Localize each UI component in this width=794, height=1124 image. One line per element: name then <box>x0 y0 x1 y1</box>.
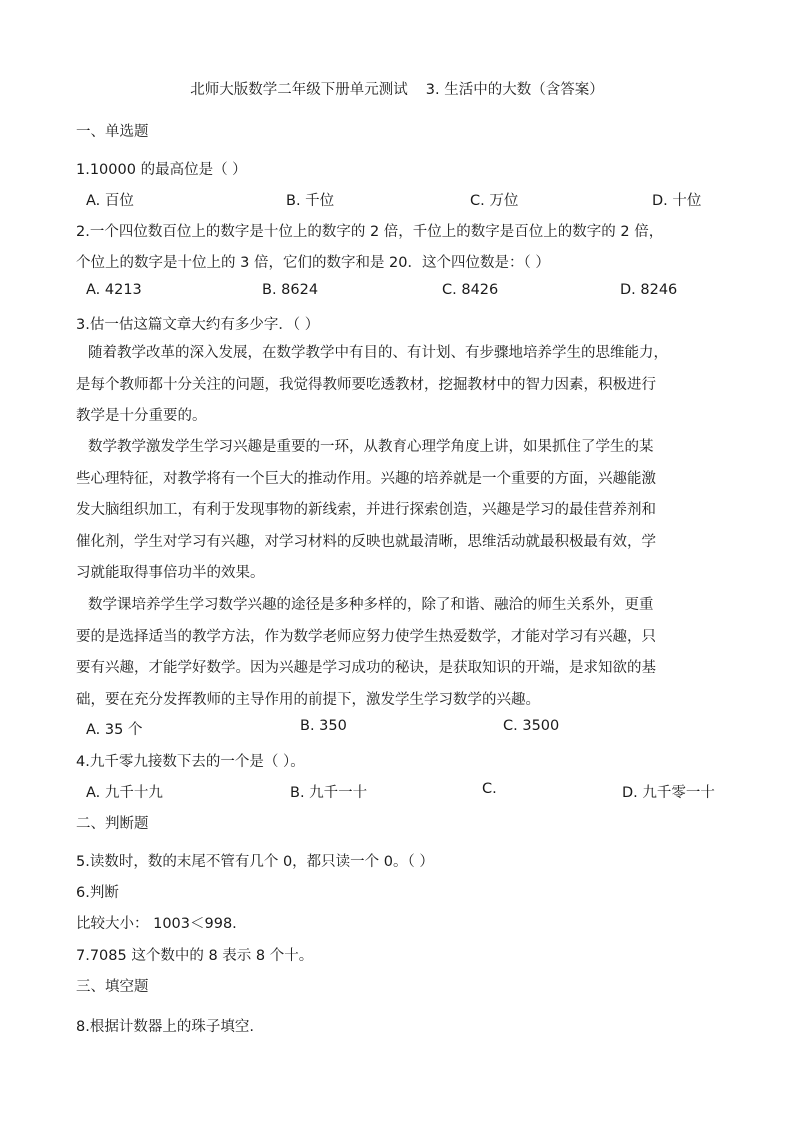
title-main: 北师大版数学二年级下册单元测试 <box>190 82 408 98</box>
question-4-option-d: D. 九千零一十 <box>622 785 715 801</box>
question-3-paragraph-2 <box>76 432 716 590</box>
question-2-option-c: C. 8426 <box>442 282 499 298</box>
question-3-paragraph-3 <box>76 590 716 716</box>
paragraph-line: 数学教学激发学生学习兴趣是重要的一环，从教育心理学角度上讲，如果抓住了学生的某 <box>88 439 654 455</box>
question-4-option-c: C. <box>482 781 497 797</box>
question-5-stem: 5.读数时，数的末尾不管有几个 0，都只读一个 0。（ ） <box>76 854 434 870</box>
question-3-paragraph-1 <box>76 338 716 433</box>
question-2-stem-line-1: 2.一个四位数百位上的数字是十位上的数字的 2 倍，千位上的数字是百位上的数字的 2 倍， <box>76 224 664 240</box>
question-1-option-a: A. 百位 <box>86 193 134 209</box>
question-2-stem-line-2: 个位上的数字是十位上的 3 倍，它们的数字和是 20．这个四位数是：（ ） <box>76 255 550 271</box>
question-2-option-a: A. 4213 <box>86 282 142 298</box>
question-8-stem: 8.根据计数器上的珠子填空. <box>76 1019 254 1035</box>
question-2-option-d: D. 8246 <box>620 282 678 298</box>
question-1-stem: 1.10000 的最高位是（ ） <box>76 162 247 178</box>
question-6-content: 比较大小： 1003＜998. <box>76 916 237 932</box>
paragraph-line: 催化剂，学生对学习有兴趣，对学习材料的反映也就最清晰，思维活动就最积极最有效，学 <box>76 533 656 550</box>
section-heading-fill-in: 三、填空题 <box>76 979 149 995</box>
question-1-option-b: B. 千位 <box>286 193 335 209</box>
question-3-option-b: B. 350 <box>300 718 347 734</box>
question-6-stem: 6.判断 <box>76 885 119 901</box>
question-4-options <box>86 781 715 801</box>
section-heading-single-choice: 一、单选题 <box>76 124 149 140</box>
document-title <box>0 78 794 99</box>
question-4-stem: 4.九千零九接数下去的一个是（ ）。 <box>76 754 305 770</box>
question-3-option-c: C. 3500 <box>503 718 560 734</box>
paragraph-line: 习就能取得事倍功半的效果。 <box>76 565 265 581</box>
paragraph-line: 础，要在充分发挥教师的主导作用的前提下，激发学生学习数学的兴趣。 <box>76 691 540 708</box>
section-heading-true-false: 二、判断题 <box>76 816 149 832</box>
question-1-options <box>86 189 706 209</box>
question-4-option-a: A. 九千十九 <box>86 785 163 801</box>
question-2-option-b: B. 8624 <box>262 282 319 298</box>
question-1-option-d: D. 十位 <box>652 193 702 209</box>
paragraph-line: 要的是选择适当的教学方法，作为数学老师应努力使学生热爱数学，才能对学习有兴趣，只 <box>76 628 656 645</box>
paragraph-line: 要有兴趣，才能学好数学。因为兴趣是学习成功的秘诀，是获取知识的开端，是求知欲的基 <box>76 660 656 676</box>
paragraph-line: 些心理特征，对教学将有一个巨大的推动作用。兴趣的培养就是一个重要的方面，兴趣能激 <box>76 470 656 487</box>
paragraph-line: 数学课培养学生学习数学兴趣的途径是多种多样的，除了和谐、融洽的师生关系外，更重 <box>88 597 654 613</box>
paragraph-line: 是每个教师都十分关注的问题，我觉得教师要吃透教材，挖掘教材中的智力因素，积极进行 <box>76 376 656 393</box>
question-4-option-b: B. 九千一十 <box>290 785 368 801</box>
question-2-options <box>86 282 706 302</box>
question-3-stem: 3.估一估这篇文章大约有多少字．（ ） <box>76 317 320 333</box>
question-1-option-c: C. 万位 <box>470 193 519 209</box>
question-7-stem: 7.7085 这个数中的 8 表示 8 个十。 <box>76 948 314 964</box>
title-sub: 3. 生活中的大数（含答案） <box>425 82 604 98</box>
question-3-option-a: A. 35 个 <box>86 722 143 738</box>
paragraph-line: 发大脑组织加工，有利于发现事物的新线索，并进行探索创造，兴趣是学习的最佳营养剂和 <box>76 502 656 518</box>
question-3-options <box>86 718 706 738</box>
paragraph-line: 教学是十分重要的。 <box>76 408 207 424</box>
paragraph-line: 随着教学改革的深入发展，在数学教学中有目的、有计划、有步骤地培养学生的思维能力， <box>88 345 668 361</box>
